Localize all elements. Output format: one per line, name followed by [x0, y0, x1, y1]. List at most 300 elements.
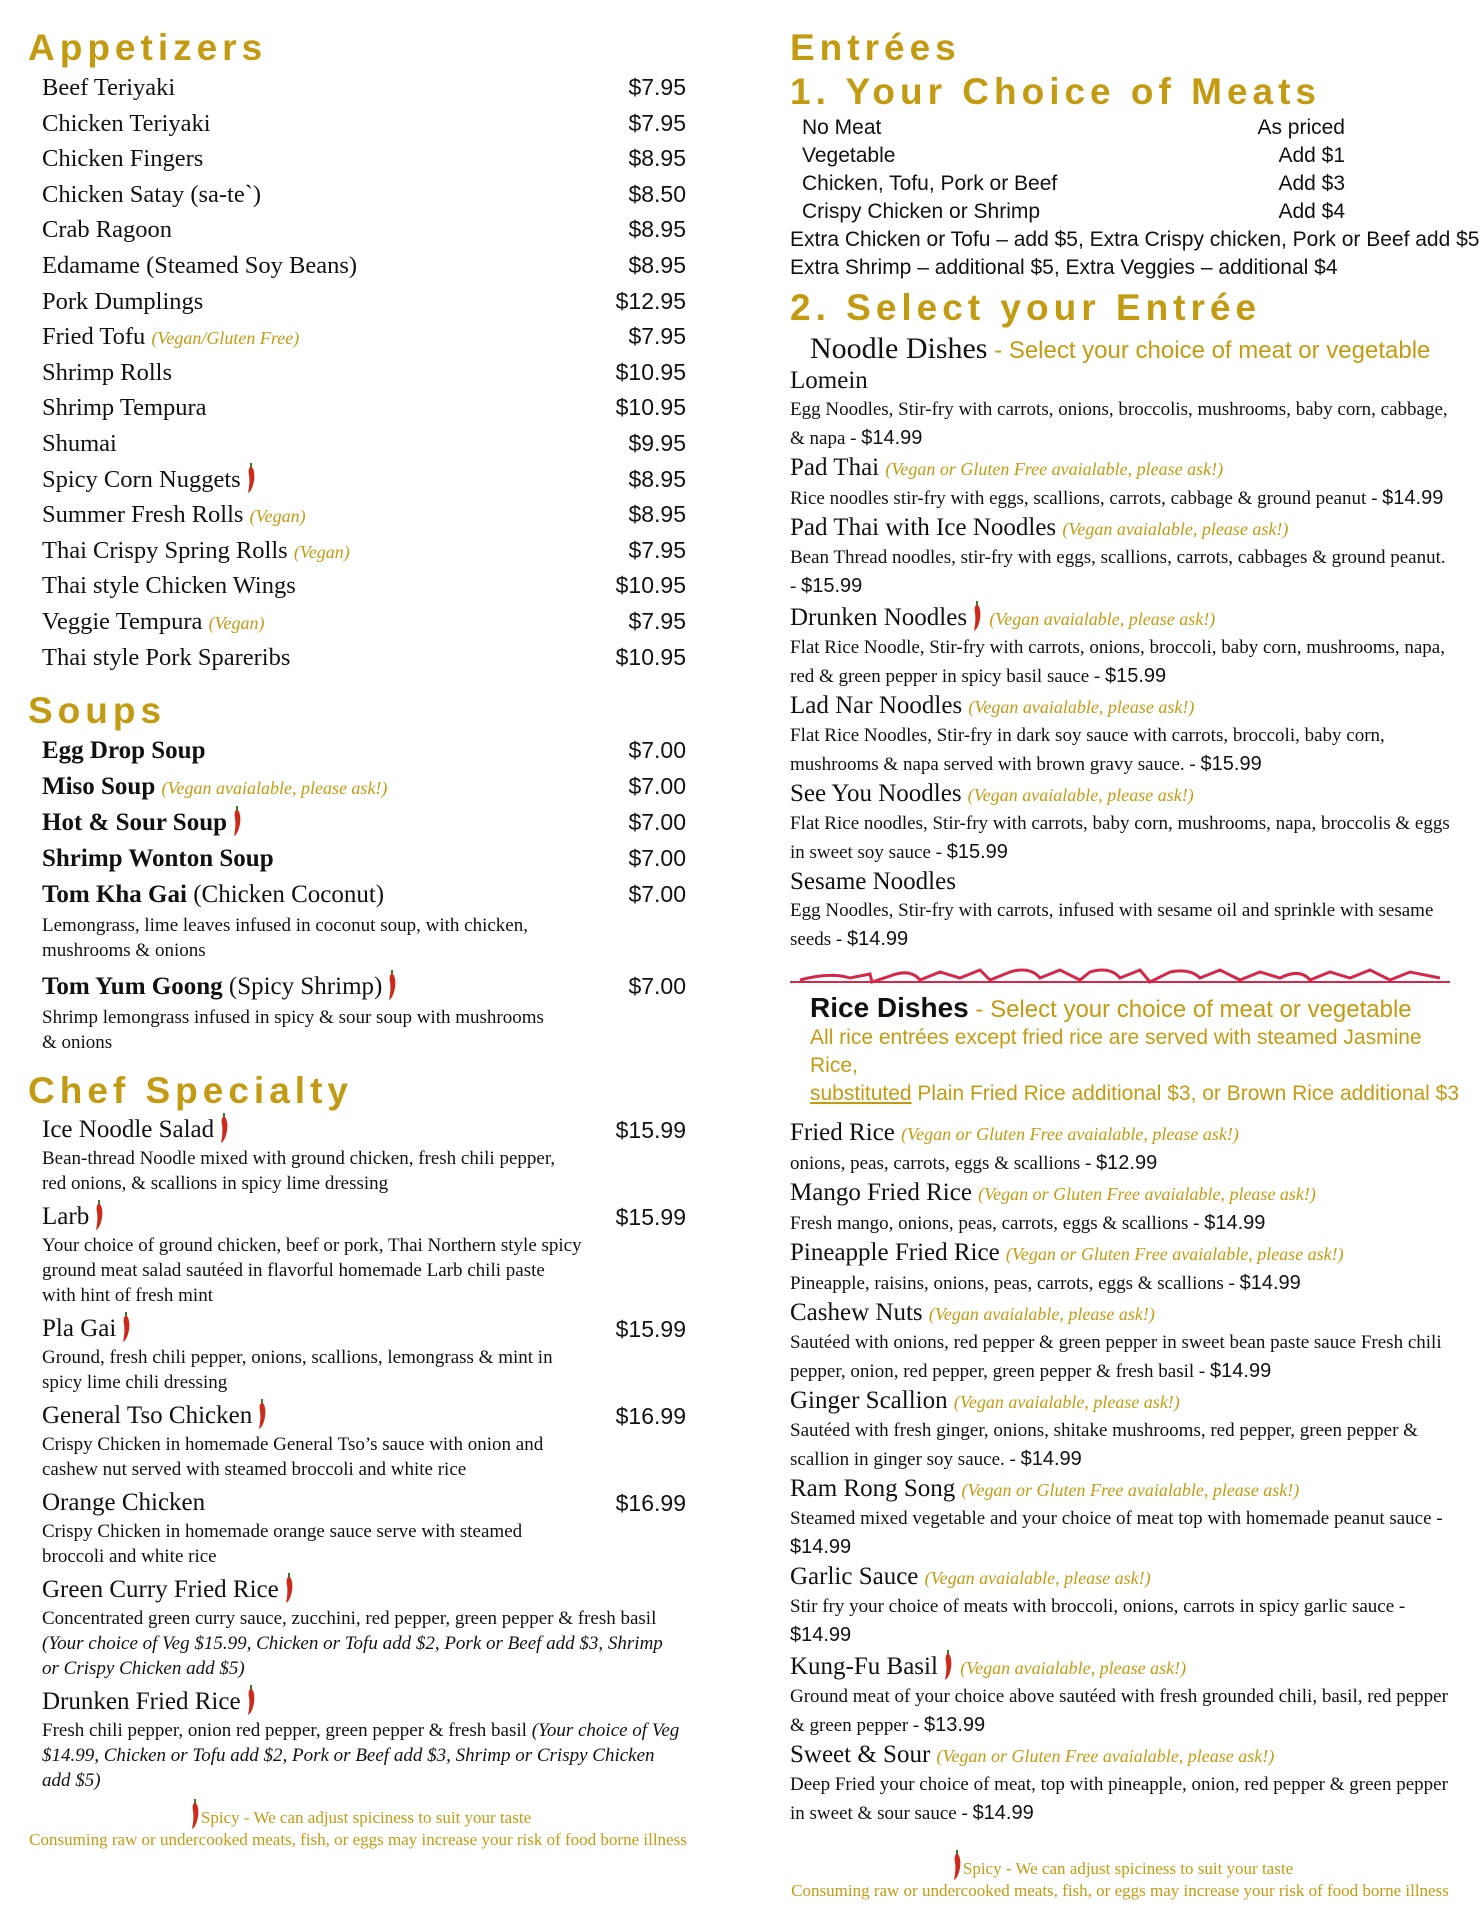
chef-special-item: [28, 1312, 718, 1395]
dish-description: [790, 897, 1450, 954]
dish-price: $14.99: [1020, 1448, 1082, 1470]
dish-price: $14.99: [846, 928, 909, 950]
dish-name-text: Fried Rice: [790, 1119, 895, 1146]
chef-special-price: $15.99: [615, 1117, 686, 1144]
appetizer-name: [42, 604, 265, 641]
appetizer-price: $8.50: [628, 180, 686, 207]
meat-choice-label: Crispy Chicken or Shrimp: [802, 200, 1041, 223]
rice-dish-item: [790, 1650, 1460, 1740]
appetizer-item: [28, 497, 718, 533]
chef-special-item: [28, 1685, 718, 1793]
chef-special-name-text: Orange Chicken: [42, 1489, 206, 1517]
chef-specialty-heading: Chef Specialty: [28, 1070, 353, 1112]
appetizer-name: [42, 462, 257, 497]
appetizer-item: [28, 604, 718, 640]
appetizer-name: [42, 426, 117, 461]
chili-icon: [245, 463, 257, 493]
chef-specialty-list: [28, 1113, 718, 1793]
rice-note-line-2: [810, 1080, 1460, 1108]
chef-special-name-text: Larb: [42, 1203, 90, 1231]
dish-desc-text: Fresh mango, onions, peas, carrots, eggs & scallions -: [790, 1213, 1205, 1234]
chef-special-name-text: Green Curry Fried Rice: [42, 1576, 279, 1604]
noodle-dish-item: [790, 779, 1460, 867]
dish-name-text: Sesame Noodles: [790, 868, 956, 895]
appetizer-name-text: Beef Teriyaki: [42, 74, 176, 101]
noodle-dish-item: [790, 366, 1460, 453]
soups-list: [28, 733, 718, 1055]
appetizer-name-text: Crab Ragoon: [42, 216, 172, 244]
dish-description: [790, 484, 1450, 513]
dish-note: (Vegan avaialable, please ask!): [924, 1568, 1151, 1588]
appetizers-list: [28, 70, 718, 675]
chef-special-price: $15.99: [615, 1316, 686, 1343]
dish-price: $13.99: [924, 1714, 986, 1736]
dish-desc-text: Egg Noodles, Stir-fry with carrots, infused with sesame oil and sprinkle with sesame seeds -: [790, 900, 1434, 950]
noodle-dishes-title: Noodle Dishes: [810, 332, 988, 365]
appetizer-price: $12.95: [615, 287, 686, 314]
appetizer-price: $7.95: [628, 323, 686, 350]
rice-dish-item: [790, 1118, 1460, 1178]
appetizer-name: [42, 319, 299, 356]
rice-dishes-title: Rice Dishes: [810, 992, 969, 1023]
spicy-notice-right: [790, 1850, 1450, 1902]
chef-special-desc-text: Crispy Chicken in homemade General Tso’s sauce with onion and cashew nut served with steamed broccoli and white rice: [42, 1434, 544, 1481]
noodle-dishes-list: [790, 366, 1460, 954]
spicy-notice-text: Spicy - We can adjust spiciness to suit your taste: [200, 1808, 532, 1828]
dish-name-text: Kung-Fu Basil: [790, 1653, 938, 1680]
appetizer-item: [28, 106, 718, 142]
chef-special-item: [28, 1113, 718, 1196]
appetizer-item: [28, 355, 718, 391]
rice-dishes-list: [790, 1118, 1460, 1828]
appetizer-note: (Vegan): [293, 541, 350, 562]
appetizer-note: (Vegan): [208, 612, 265, 633]
dish-description: [790, 634, 1450, 691]
left-column: [28, 0, 718, 1851]
dish-price: $14.99: [972, 1802, 1034, 1824]
chef-special-name: [42, 1573, 718, 1606]
dish-description: [790, 722, 1450, 779]
soup-price: $7.00: [628, 973, 686, 1000]
dish-name: [790, 453, 1460, 484]
chef-special-description: [42, 1718, 682, 1793]
dish-name: [790, 1562, 1460, 1593]
dish-description: [790, 544, 1450, 601]
dish-desc-text: Flat Rice Noodle, Stir-fry with carrots, onions, broccoli, baby corn, mushrooms, napa, red & green pepper in spicy basil sauce -: [790, 637, 1445, 687]
dish-description: [790, 1417, 1450, 1474]
dish-note: (Vegan avaialable, please ask!): [928, 1304, 1155, 1324]
appetizer-price: $10.95: [615, 643, 686, 670]
soup-name: [42, 769, 387, 806]
appetizers-heading: Appetizers: [28, 27, 268, 68]
dish-price: $15.99: [1200, 753, 1262, 775]
appetizer-item: [28, 640, 718, 676]
soup-name-text: Tom Kha Gai: [42, 881, 187, 909]
dish-desc-text: Egg Noodles, Stir-fry with carrots, onions, broccolis, mushrooms, baby corn, cabbage, & napa -: [790, 399, 1448, 449]
dish-note: (Vegan or Gluten Free avaialable, please ask!): [936, 1746, 1275, 1766]
appetizer-name-text: Thai Crispy Spring Rolls: [42, 536, 288, 564]
appetizer-name-text: Chicken Satay (sa-te`): [42, 180, 262, 208]
step1-heading: 1. Your Choice of Meats: [790, 71, 1321, 112]
soup-item: [28, 769, 718, 805]
appetizer-note: (Vegan): [249, 506, 306, 527]
spicy-notice: [28, 1799, 688, 1851]
dish-description: [790, 1683, 1450, 1740]
appetizer-item: [28, 390, 718, 426]
appetizer-name: [42, 248, 357, 283]
decorative-divider: [790, 960, 1450, 990]
appetizer-item: [28, 70, 718, 106]
chef-special-desc-text: Your choice of ground chicken, beef or pork, Thai Northern style spicy ground meat salad sautéed in flavorful homemade Larb chili paste with hint of fresh mint: [42, 1235, 582, 1307]
chef-special-name-text: General Tso Chicken: [42, 1402, 253, 1430]
dish-name: [790, 366, 1460, 396]
appetizer-price: $8.95: [628, 216, 686, 243]
soup-price: $7.00: [628, 773, 686, 800]
soups-heading: Soups: [28, 690, 167, 732]
dish-name-text: Pad Thai with Ice Noodles: [790, 514, 1057, 541]
appetizer-price: $7.95: [628, 109, 686, 136]
noodle-dishes-header: [810, 332, 1460, 366]
soup-price: $7.00: [628, 809, 686, 836]
dish-name-text: Pineapple Fried Rice: [790, 1239, 1000, 1266]
meat-choices: [790, 114, 1460, 226]
chef-special-name-text: Drunken Fried Rice: [42, 1688, 241, 1716]
dish-name: [790, 1650, 1460, 1683]
dish-price: $14.99: [861, 427, 923, 449]
appetizer-price: $8.95: [628, 251, 686, 278]
appetizer-name: [42, 212, 172, 247]
dish-name: [790, 1238, 1460, 1269]
right-column: [790, 0, 1480, 1902]
chef-special-name-text: Pla Gai: [42, 1315, 117, 1343]
soup-description: Shrimp lemongrass infused in spicy & sour soup with mushrooms & onions: [42, 1007, 544, 1054]
rice-note-line-1: All rice entrées except fried rice are served with steamed Jasmine Rice,: [810, 1026, 1422, 1077]
meat-choice-price: Add $4: [1278, 200, 1345, 223]
noodle-dish-item: [790, 453, 1460, 513]
soup-price: $7.00: [628, 737, 686, 764]
dish-price: $15.99: [946, 841, 1008, 863]
dish-price: $14.99: [790, 1536, 852, 1558]
chili-icon: [93, 1200, 105, 1230]
dish-name-text: Lomein: [790, 367, 868, 394]
dish-desc-text: Flat Rice Noodles, Stir-fry in dark soy sauce with carrots, broccoli, baby corn, mushrooms & napa served with brown gravy sauce. -: [790, 725, 1385, 775]
appetizer-name-text: Summer Fresh Rolls: [42, 501, 244, 529]
meat-choice-label: Vegetable: [802, 144, 896, 167]
dish-note: (Vegan or Gluten Free avaialable, please ask!): [1005, 1244, 1344, 1264]
dish-price: $15.99: [801, 575, 863, 597]
chili-icon: [942, 1650, 954, 1680]
appetizer-name-text: Chicken Fingers: [42, 145, 204, 173]
dish-price: $14.99: [1382, 487, 1444, 509]
extra-meat-line-1: Extra Chicken or Tofu – add $5, Extra Crispy chicken, Pork or Beef add $5: [790, 228, 1480, 251]
dish-note: (Vegan or Gluten Free avaialable, please ask!): [961, 1480, 1300, 1500]
dish-desc-text: Deep Fried your choice of meat, top with pineapple, onion, red pepper & green pepper in sweet & sour sauce -: [790, 1774, 1448, 1824]
dish-note: (Vegan avaialable, please ask!): [953, 1392, 1180, 1412]
dish-name: [790, 513, 1460, 544]
dish-description: [790, 1209, 1450, 1238]
soup-subtitle: (Chicken Coconut): [186, 881, 385, 909]
noodle-dish-item: [790, 513, 1460, 601]
noodle-dishes-subtitle: - Select your choice of meat or vegetable: [987, 337, 1431, 364]
dish-name: [790, 1474, 1460, 1505]
dish-name-text: Sweet & Sour: [790, 1741, 931, 1768]
chili-icon: [283, 1573, 295, 1603]
appetizer-name: [42, 106, 211, 141]
appetizer-item: [28, 177, 718, 213]
dish-name-text: Garlic Sauce: [790, 1563, 919, 1590]
chef-special-description: [42, 1146, 582, 1196]
dish-price: $14.99: [1204, 1212, 1266, 1234]
appetizer-item: [28, 248, 718, 284]
dish-description: [790, 1771, 1450, 1828]
dish-name-text: Ram Rong Song: [790, 1475, 956, 1502]
appetizer-price: $10.95: [615, 358, 686, 385]
dish-desc-text: Stir fry your choice of meats with broccoli, onions, carrots in spicy garlic sauce -: [790, 1596, 1406, 1617]
rice-dish-item: [790, 1298, 1460, 1386]
soup-subtitle: (Spicy Shrimp): [222, 973, 383, 1001]
entrees-heading: Entrées: [790, 27, 961, 68]
appetizer-price: $7.95: [628, 74, 686, 100]
dish-name: [790, 1178, 1460, 1209]
chef-special-price: $16.99: [615, 1490, 686, 1517]
soup-name: [42, 877, 384, 912]
appetizer-price: $10.95: [615, 394, 686, 421]
appetizer-item: [28, 426, 718, 462]
appetizer-item: [28, 533, 718, 569]
dish-name-text: Mango Fried Rice: [790, 1179, 972, 1206]
food-safety-notice: Consuming raw or undercooked meats, fish, or eggs may increase your risk of food borne illness: [29, 1830, 687, 1850]
appetizer-name-text: Thai style Pork Spareribs: [42, 643, 291, 671]
appetizer-name-text: Veggie Tempura: [42, 607, 203, 635]
appetizer-price: $7.95: [628, 607, 686, 634]
appetizer-price: $7.95: [628, 536, 686, 563]
dish-name: [790, 779, 1460, 810]
dish-description: [790, 396, 1450, 453]
chili-icon: [231, 806, 243, 836]
dish-note: (Vegan avaialable, please ask!): [968, 697, 1195, 717]
dish-name: [790, 691, 1460, 722]
dish-description: [790, 1593, 1450, 1650]
extra-meat-line-2: Extra Shrimp – additional $5, Extra Veggies – additional $4: [790, 256, 1338, 279]
dish-name-text: See You Noodles: [790, 780, 962, 807]
dish-desc-text: Sautéed with onions, red pepper & green pepper in sweet bean paste sauce Fresh chili pepper, onion, red pepper, green pepper & fresh basil -: [790, 1332, 1442, 1382]
appetizer-name: [42, 355, 172, 390]
soup-item: [28, 877, 718, 963]
rice-dishes-subtitle: - Select your choice of meat or vegetable: [968, 996, 1412, 1023]
rice-dish-item: [790, 1474, 1460, 1562]
soup-name: [42, 841, 274, 876]
dish-name: [790, 601, 1460, 634]
rice-dish-item: [790, 1178, 1460, 1238]
dish-description: [790, 1269, 1450, 1298]
dish-description: [790, 1149, 1450, 1178]
spicy-notice-text: Spicy - We can adjust spiciness to suit your taste: [962, 1859, 1294, 1878]
appetizer-name: [42, 177, 261, 212]
appetizer-note: (Vegan/Gluten Free): [151, 328, 300, 349]
dish-name: [790, 1740, 1460, 1771]
appetizer-item: [28, 568, 718, 604]
noodle-dish-item: [790, 601, 1460, 691]
soup-note: (Vegan avaialable, please ask!): [161, 778, 388, 799]
soup-name-text: Egg Drop Soup: [42, 737, 206, 765]
appetizer-name: [42, 141, 203, 176]
chef-special-description: [42, 1345, 582, 1395]
dish-note: (Vegan avaialable, please ask!): [1062, 519, 1289, 539]
chef-special-pricing-note: (Your choice of Veg $15.99, Chicken or Tofu add $2, Pork or Beef add $3, Shrimp or Crispy Chicken add $5): [42, 1633, 663, 1680]
dish-name-text: Drunken Noodles: [790, 604, 968, 631]
appetizer-item: [28, 284, 718, 320]
dish-desc-text: Rice noodles stir-fry with eggs, scallions, carrots, cabbage & ground peanut -: [790, 488, 1383, 509]
dish-desc-text: Bean Thread noodles, stir-fry with eggs, scallions, carrots, cabbages & ground peanut. -: [790, 547, 1446, 597]
dish-name: [790, 1386, 1460, 1417]
appetizer-price: $8.95: [628, 145, 686, 172]
dish-price: $14.99: [790, 1624, 852, 1646]
appetizer-name-text: Shrimp Rolls: [42, 358, 173, 386]
appetizer-name: [42, 568, 296, 603]
chef-special-item: [28, 1200, 718, 1308]
rice-dish-item: [790, 1238, 1460, 1298]
appetizer-item: [28, 212, 718, 248]
appetizer-name-text: Pork Dumplings: [42, 287, 204, 315]
dish-name-text: Lad Nar Noodles: [790, 692, 963, 719]
rice-dish-item: [790, 1562, 1460, 1650]
dish-desc-text: onions, peas, carrots, eggs & scallions -: [790, 1153, 1097, 1174]
appetizer-name-text: Shrimp Tempura: [42, 394, 207, 422]
chef-special-item: [28, 1486, 718, 1569]
dish-desc-text: Sautéed with fresh ginger, onions, shitake mushrooms, red pepper, green pepper & scallion in ginger soy sauce. -: [790, 1420, 1418, 1470]
appetizer-name: [42, 70, 175, 105]
dish-price: $14.99: [1210, 1360, 1272, 1382]
chef-special-desc-text: Ground, fresh chili pepper, onions, scallions, lemongrass & mint in spicy lime chili dressing: [42, 1347, 553, 1394]
appetizer-price: $9.95: [628, 429, 686, 456]
appetizer-name-text: Thai style Chicken Wings: [42, 572, 296, 600]
rice-note-substituted: substituted: [810, 1082, 912, 1105]
dish-name-text: Ginger Scallion: [790, 1387, 948, 1414]
chili-icon: [971, 601, 983, 631]
dish-desc-text: Ground meat of your choice above sautéed with fresh grounded chili, basil, red pepper & green pepper -: [790, 1686, 1448, 1736]
chili-icon: [189, 1799, 201, 1829]
rice-dish-item: [790, 1740, 1460, 1828]
appetizer-name-text: Shumai: [42, 429, 117, 457]
meat-choice-row: [790, 142, 1460, 170]
appetizer-name-text: Edamame (Steamed Soy Beans): [42, 251, 358, 279]
appetizer-name-text: Spicy Corn Nuggets: [42, 465, 241, 493]
dish-name: [790, 1298, 1460, 1329]
chef-special-desc-text: Crispy Chicken in homemade orange sauce serve with steamed broccoli and white rice: [42, 1521, 523, 1568]
dish-note: (Vegan avaialable, please ask!): [967, 785, 1194, 805]
soup-description: Lemongrass, lime leaves infused in coconut soup, with chicken, mushrooms & onions: [42, 915, 528, 962]
meat-choice-row: [790, 114, 1460, 142]
dish-note: (Vegan avaialable, please ask!): [960, 1658, 1187, 1678]
dish-price: $14.99: [1239, 1272, 1301, 1294]
appetizer-item: [28, 141, 718, 177]
appetizer-name: [42, 533, 350, 570]
dish-name: [790, 867, 1460, 897]
noodle-dish-item: [790, 691, 1460, 779]
dish-note: (Vegan avaialable, please ask!): [989, 609, 1216, 629]
appetizer-name-text: Fried Tofu: [42, 323, 146, 351]
chef-special-desc-text: Bean-thread Noodle mixed with ground chicken, fresh chili pepper, red onions, & scallions in spicy lime dressing: [42, 1148, 556, 1195]
food-safety-notice: Consuming raw or undercooked meats, fish, or eggs may increase your risk of food borne illness: [791, 1881, 1449, 1900]
soup-name: [42, 969, 398, 1004]
appetizer-name: [42, 390, 207, 425]
dish-desc-text: Steamed mixed vegetable and your choice of meat top with homemade peanut sauce -: [790, 1508, 1443, 1529]
dish-desc-text: Flat Rice noodles, Stir-fry with carrots, baby corn, mushrooms, napa, broccolis & eggs in sweet soy sauce -: [790, 813, 1450, 863]
chef-special-name: [42, 1685, 718, 1718]
dish-description: [790, 1505, 1450, 1562]
soup-item: [28, 805, 718, 841]
chili-icon: [951, 1850, 963, 1880]
appetizer-name: [42, 284, 203, 319]
dish-note: (Vegan or Gluten Free avaialable, please ask!): [901, 1124, 1239, 1144]
chef-special-item: [28, 1573, 718, 1681]
chef-special-desc-text: Concentrated green curry sauce, zucchini, red pepper, green pepper & fresh basil: [42, 1608, 657, 1630]
chef-special-description: [42, 1233, 582, 1308]
chef-special-pricing-note: (Your choice of Veg $14.99, Chicken or Tofu add $2, Pork or Beef add $3, Shrimp or Crispy Chicken add $5): [42, 1720, 680, 1792]
soup-name-text: Tom Yum Goong: [42, 973, 223, 1001]
soup-price: $7.00: [628, 845, 686, 872]
chili-icon: [386, 970, 398, 1000]
chili-icon: [218, 1113, 230, 1143]
chef-special-description: [42, 1519, 582, 1569]
dish-note: (Vegan or Gluten Free avaialable, please ask!): [978, 1184, 1316, 1204]
meat-choice-row: [790, 198, 1460, 226]
chef-special-price: $16.99: [615, 1403, 686, 1430]
soup-name: [42, 733, 206, 768]
soup-name-text: Miso Soup: [42, 773, 156, 801]
chef-special-price: $15.99: [615, 1204, 686, 1231]
noodle-dish-item: [790, 867, 1460, 954]
chili-icon: [120, 1312, 132, 1342]
rice-dishes-header: [810, 992, 1460, 1024]
soup-name-text: Shrimp Wonton Soup: [42, 845, 274, 873]
meat-choice-price: Add $1: [1278, 144, 1345, 167]
meat-choice-label: No Meat: [802, 116, 882, 139]
appetizer-price: $8.95: [628, 465, 686, 492]
appetizer-name-text: Chicken Teriyaki: [42, 109, 211, 137]
appetizer-price: $10.95: [615, 572, 686, 599]
dish-description: [790, 810, 1450, 867]
appetizer-item: [28, 319, 718, 355]
soup-name: [42, 805, 243, 840]
meat-choice-price: Add $3: [1278, 172, 1345, 195]
appetizer-name: [42, 640, 290, 675]
meat-choice-label: Chicken, Tofu, Pork or Beef: [802, 172, 1058, 195]
soup-item: [28, 841, 718, 877]
appetizer-name: [42, 497, 306, 534]
appetizer-price: $8.95: [628, 501, 686, 528]
chef-special-item: [28, 1399, 718, 1482]
soup-item: [28, 969, 718, 1055]
chili-icon: [256, 1399, 268, 1429]
chef-special-desc-text: Fresh chili pepper, onion red pepper, green pepper & fresh basil: [42, 1720, 532, 1742]
dish-price: $15.99: [1104, 665, 1167, 687]
dish-name: [790, 1118, 1460, 1149]
dish-name-text: Cashew Nuts: [790, 1299, 923, 1326]
step2-heading: 2. Select your Entrée: [790, 287, 1262, 328]
dish-description: [790, 1329, 1450, 1386]
rice-dish-item: [790, 1386, 1460, 1474]
soup-price: $7.00: [628, 881, 686, 908]
soup-name-text: Hot & Sour Soup: [42, 809, 228, 837]
rice-note-rest: Plain Fried Rice additional $3, or Brown Rice additional $3: [911, 1082, 1460, 1105]
chef-special-description: [42, 1606, 682, 1681]
chef-special-name-text: Ice Noodle Salad: [42, 1116, 215, 1144]
chef-special-description: [42, 1432, 582, 1482]
soup-item: [28, 733, 718, 769]
chili-icon: [245, 1685, 257, 1715]
meat-choice-row: [790, 170, 1460, 198]
